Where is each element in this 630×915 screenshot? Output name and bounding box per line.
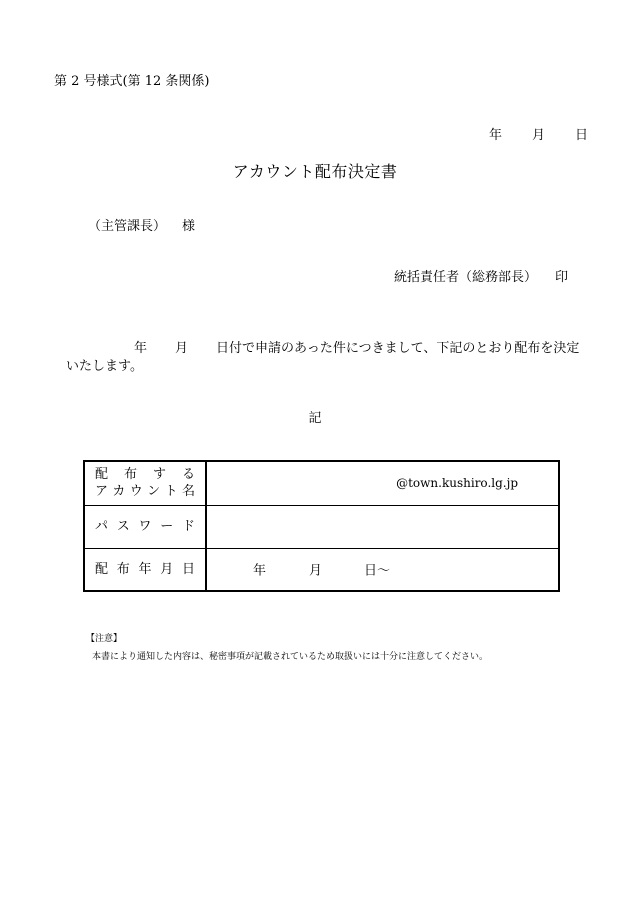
addressee	[88, 215, 195, 234]
account-label	[84, 461, 206, 505]
password-label-text	[95, 518, 195, 535]
addressee-name: （主管課長）	[88, 219, 167, 234]
account-row	[84, 461, 559, 505]
account-label-line1	[95, 466, 195, 483]
label-char: 日	[181, 561, 195, 577]
sender	[394, 266, 568, 285]
label-char: 布	[116, 561, 130, 577]
issue-year-label: 年	[488, 128, 502, 143]
label-char: ン	[147, 484, 161, 500]
body-year: 年	[134, 341, 148, 356]
ki-heading: 記	[308, 411, 322, 426]
label-char: ア	[95, 484, 109, 500]
label-char: ウ	[129, 484, 143, 500]
issue-date	[489, 124, 588, 143]
label-char: 布	[123, 467, 137, 483]
body-text: 日付で申請のあった件につきまして、下記のとおり配布を決定	[216, 341, 580, 356]
label-char: ス	[116, 519, 130, 534]
label-char: カ	[112, 484, 126, 500]
dist-year: 年	[253, 563, 267, 579]
body-line-1	[134, 337, 579, 356]
label-char: ワ	[138, 519, 152, 534]
dist-day: 日〜	[364, 563, 391, 579]
label-char: ト	[164, 484, 178, 500]
date-row	[84, 548, 559, 591]
note-text: 本書により通知した内容は、秘密事項が記載されているため取扱いには十分に注意してください。	[92, 652, 489, 662]
label-char: す	[152, 467, 166, 483]
date-label-text	[95, 561, 195, 578]
account-domain-field[interactable]: @town.kushiro.lg.jp	[206, 461, 559, 505]
label-char: 配	[95, 561, 109, 577]
date-label	[84, 548, 206, 591]
label-char: 年	[138, 561, 152, 577]
account-table	[83, 460, 560, 592]
password-row	[84, 505, 559, 548]
form-number: 第 2 号様式(第 12 条関係)	[54, 74, 210, 89]
issue-month-label: 月	[531, 128, 545, 143]
account-label-line2	[95, 483, 195, 500]
label-char: ー	[160, 519, 174, 534]
label-char: 月	[160, 561, 174, 577]
password-field[interactable]	[206, 505, 559, 548]
seal-mark: 印	[554, 270, 568, 285]
distribution-date-field[interactable]	[206, 548, 559, 591]
note-heading: 【注意】	[86, 634, 123, 644]
body-line-2: いたします。	[66, 359, 143, 374]
label-char: 名	[181, 484, 195, 500]
label-char: る	[181, 467, 195, 483]
password-label	[84, 505, 206, 548]
dist-month: 月	[309, 563, 323, 579]
issue-day-label: 日	[574, 128, 588, 143]
addressee-honorific: 様	[182, 219, 196, 234]
document-title: アカウント配布決定書	[232, 162, 398, 181]
label-char: ド	[181, 519, 195, 534]
sender-name: 統括責任者（総務部長）	[393, 270, 537, 285]
body-month: 月	[175, 341, 189, 356]
label-char: パ	[95, 519, 109, 534]
label-char: 配	[95, 467, 109, 483]
